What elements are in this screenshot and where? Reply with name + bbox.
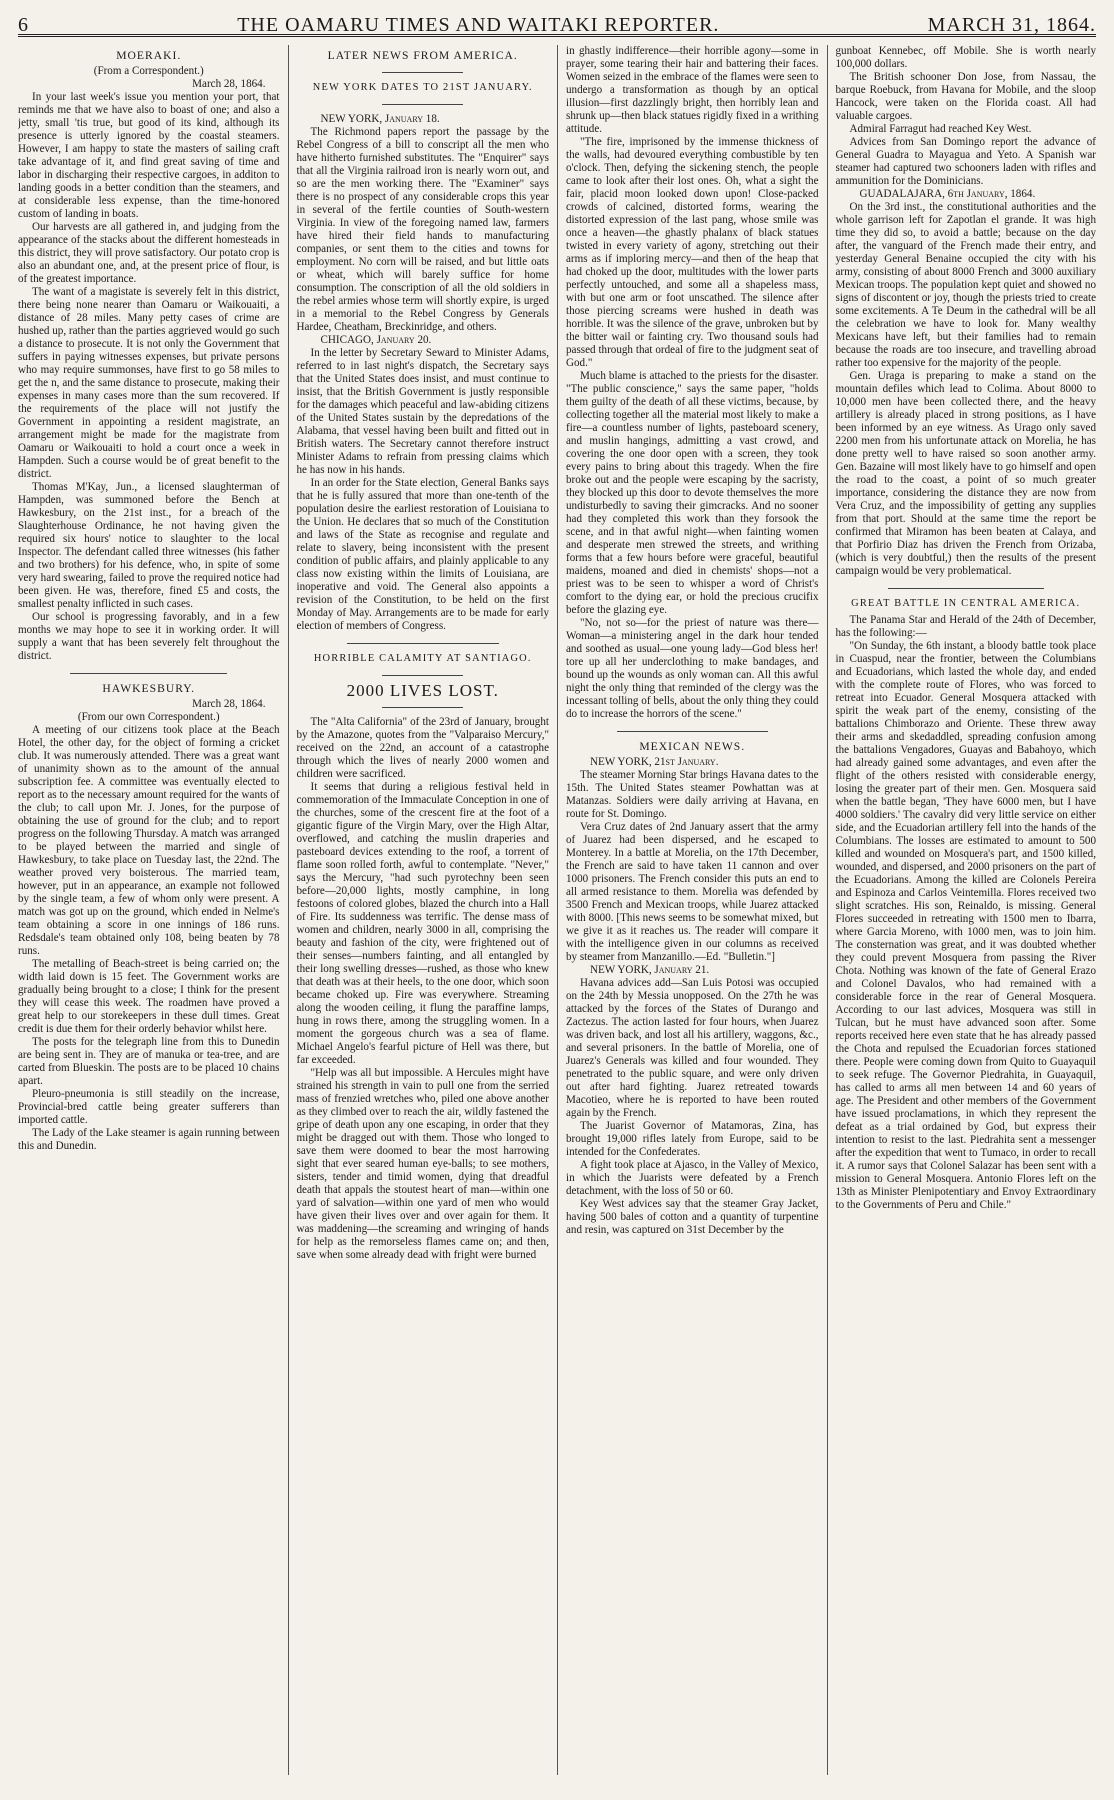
section-divider [382, 707, 463, 708]
mexican-continued: The British schooner Don Jose, from Nassau, the barque Roebuck, from Havana for Mobile, and the sloop Hancock, were taken on the Florida coast. All had valuable cargoes. [835, 71, 1096, 122]
battle-paragraph: "On Sunday, the 6th instant, a bloody battle took place in Cuaspud, near the frontier, between the Columbians and Ecuadorians, which lasted the whole day, and ended with the complete route of Flores, who was forced to retreat into Ecuador. General Mosquera attacked with spirit the weak part of the enemy, consisting of the battalions Chimborazo and Oriente. These threw away their arms and skedaddled, spreading confusion among the battalions Vengadores, Guayas and Babahoyo, which had already gained some advantages, and even after the flight of the others resisted with considerable energy, losing the greater part of their men. Gen. Mosquera said when the battle began, 'They have 6000 men, but I have 4000 soldiers.' The cavalry did very little service on either side, and the Ecuadorian artillery fell into the hands of the Columbians. The losses are estimated to amount to 500 killed and wounded on Mosquera's part, and 1500 killed, wounded, and dispersed, and 2000 prisoners on the part of the Ecuadorians. Among the killed are Colonels Pereira and Espinoza and Carlos Veintemilla. Flores received two slight scratches. His son, Reinaldo, is missing. General Flores succeeded in retreating with 1500 men to Ibarra, where Garcia Moreno, with 1000 men, was to join him. The consternation was great, and it was doubted whether they could prevent Mosquera from passing the River Chota. Nothing was known of the fate of General Erazo and Colonel Davalos, who had remained with a considerable force in the rear of General Mosquera. According to our last advices, Mosquera was still in Tulcan, but he must have advanced soon after. Some reports received here even state that he has already passed the Chota and repulsed the Ecuadorian forces stationed there. People were coming down from Quito to Guayaquil to seek refuge. The Governor Piedrahita, in Guayaquil, has called to arms all men between 14 and 60 years of age. The President and other members of the Government have issued proclamations, in which they represent the defeat as a trial ordained by God, but express their intention to resist to the last. Piedrahita sent a messenger after the expedition that went to Tumaco, in order to recall it. A rumor says that Colonel Salazar has been sent with a mission to General Mosquera. Antonio Flores left on the 13th as Minister Plenipotentiary and Envoy Extraordinary to the Governments of Peru and Chile." [835, 640, 1096, 1211]
moeraki-byline: (From a Correspondent.) [93, 65, 204, 77]
santiago-continued: "No, not so—for the priest of nature was there—Woman—a ministering angel in the dark hour tended and soothed as usual—one young lady—God bless her! tore up all her underclothing to make bandages, and bound up the wounds as only woman can. All this awful night the only thing that reminded of the clergy was the incessant tolling of bells, about the only thing they could do to increase the horrors of the scene." [566, 617, 819, 720]
moeraki-heading: MOERAKI. [116, 49, 182, 62]
columns [18, 45, 1096, 1775]
moeraki-paragraph: The want of a magistate is severely felt in this district, there being none nearer than Oamaru or Waikouaiti, a distance of 28 miles. Many petty cases of crime are hushed up, rather than the parties aggrieved would go such a distance to prosecute. It is not only the Government that suffers in paying witnesses expenses, but private persons who may require summonses, have first to go 58 miles to get the n, and the same distance to prosecute, making their expenses in many cases more than the sum recovered. If the requirements of the place will not justify the Government in appointing a resident magistrate, an arrangement might be made for the magistrate from Oamaru or Waikouaiti to hold a court once a week in Hampden. Such a course would be of great benefit to the district. [18, 286, 280, 480]
mexican-paragraph: Havana advices add—San Luis Potosi was occupied on the 24th by Messia unopposed. On the 27th he was attacked by the forces of the States of Durango and Zactezus. The action lasted for four hours, when Juarez was driven back, and lost all his artillery, waggons, &c., and several prisoners. In the battle of Morelia, one of Juarez's Generals was killed and four wounded. They penetrated to the public square, and were only driven out after hard fighting. Juarez retreated towards Macotieo, where he is reported to have been routed again by the French. [566, 977, 819, 1119]
santiago-continued: "The fire, imprisoned by the immense thickness of the walls, had devoured everything combustible by ten o'clock. Then, defying the sickening stench, the people came to look after their lost ones. Oh, what a sight the fair, placid moon looked down upon! Close-packed crowds of calcined, distorted forms, wearing the distorted expression of the last pang, whose smile was once a heaven—the ghastly phalanx of black statues twisted in every variety of agony, stretching out their arms as if imploring mercy—and then of the heap that had choked up the door, multitudes with the lower parts perfectly untouched, and some all a shapeless mass, with but one arm or foot unscathed. The silence after those piercing screams were hushed in death was horrible. It was the silence of the grave, unbroken but by the bitter wail or fainting cry. Two thousand souls had passed through that ordeal of fire to the judgment seat of God." [566, 136, 819, 369]
section-divider [617, 731, 769, 732]
america-heading: LATER NEWS FROM AMERICA. [327, 49, 518, 62]
hawkesbury-paragraph: The Lady of the Lake steamer is again running between this and Dunedin. [18, 1127, 280, 1152]
hawkesbury-paragraph: The posts for the telegraph line from this to Dunedin are being sent in. They are of manuka or tea-tree, and are carted from Blueskin. The posts are to be placed 10 chains apart. [18, 1036, 280, 1087]
dateline-new-york: NEW YORK, January 18. [320, 113, 440, 125]
santiago-paragraph: It seems that during a religious festival held in commemoration of the Immaculate Conception in one of the churches, some of the crescent fire at the foot of a gigantic figure of the Virgin Mary, over the High Altar, overflowed, and catching the muslin draperies and pasteboard devices extending to the roof, a torrent of flame soon rolled forth, awful to contemplate. "Never," says the Mercury, "had such pyrotechny been seen before—20,000 lights, mostly camphine, in long festoons of colored globes, blazed the church into a Hall of Fire. Its suddenness was terrific. The dense mass of women and children, nearly 3000 in all, comprising the beauty and fashion of the city, were frightened out of their senses—numbers fainting, and all entangled by their long swelling dresses—rushed, as those who knew that death was at their heels, to the one door, which soon became choked up. Fire was everywhere. Streaming along the wooden ceiling, it flung the paraffine lamps, hung in rows there, among the struggling women. In a moment the gorgeous church was a sea of flame. Michael Angelo's fearful picture of Hell was there, but far exceeded. [296, 781, 549, 1066]
america-paragraph: In an order for the State election, General Banks says that he is fully assured that more than one-tenth of the population desire the earliest restoration of Louisiana to the Union. He declares that so much of the Constitution and laws of the State as recognise and regulate and relate to slavery, being inconsistent with the present condition of public affairs, and plainly applicable to any class now existing within the limits of Louisiana, are inoperative and void. The General also appoints a revision of the Constitution, to be held on the first Monday of May. Arrangements are to be made for early election of members of Congress. [296, 477, 549, 632]
hawkesbury-date: March 28, 1864. [192, 698, 266, 710]
america-subheading: NEW YORK DATES TO 21ST JANUARY. [312, 82, 533, 93]
hawkesbury-paragraph: A meeting of our citizens took place at the Beach Hotel, the other day, for the object of forming a cricket club. It was numerously attended. There was a great want of unanimity shown as to the amount of the annual subscription fee. A committee was eventually elected to report as to the necessary amount required for the wants of the club; to call upon Mr. J. Jones, for the purpose of obtaining the use of ground for the club; and to report progress on the following Thursday. A match was arranged to be played between the married and single of Hawkesbury, to take place on Tuesday last, the 22nd. The weather proved very boisterous. The married team, however, put in an appearance, an example not followed by the single team, a few of whom only were present. A match was got up on the ground, which ended in Nelme's team obtaining a score in one innings of 186 runs. Redsdale's team obtained only 108, being beaten by 78 runs. [18, 724, 280, 957]
mexican-paragraph: Key West advices say that the steamer Gray Jacket, having 500 bales of cotton and a quantity of turpentine and resin, was captured on 31st December by the [566, 1198, 819, 1236]
column-2 [288, 45, 558, 1775]
mexican-continued: gunboat Kennebec, off Mobile. She is worth nearly 100,000 dollars. [835, 45, 1096, 70]
america-paragraph: In the letter by Secretary Seward to Minister Adams, referred to in last night's dispatch, the Secretary says that the United States does insist, and must continue to insist, that the British Government is justly responsible for the damages which peaceful and law-abiding citizens of the United States sustain by the depredations of the Alabama, that vessel having been built and fitted out in British waters. The Secretary cannot therefore instruct Minister Adams to refrain from pressing claims which he has now in his hands. [296, 347, 549, 476]
moeraki-paragraph: Our harvests are all gathered in, and judging from the appearance of the stacks about the different homesteads in this district, they will prove satisfactory. Our potato crop is also an abundant one, and, at the present price of flour, is of the greatest importance. [18, 221, 280, 285]
moeraki-paragraph: In your last week's issue you mention your port, that reminds me that we have also to boast of one; and also a jetty, small 'tis true, but good of its kind, although its presence is utterly ignored by the coastal steamers. However, I am happy to state the masters of sailing craft take advantage of it, and find great saving of time and labor in discharging their respective cargoes, in additon to landing goods in a better condition than the steamers, and at considerable less expense, than the time-honored custom of landing in boats. [18, 91, 280, 220]
hawkesbury-byline: (From our own Correspondent.) [77, 711, 220, 723]
guadalajara-paragraph: On the 3rd inst., the constitutional authorities and the whole garrison left for Zapotlan el grande. It was high time they did so, to avoid a battle; because on the day after, the vanguard of the French made their entry, and yesterday General Benaine occupied the city with his army, consisting of about 8000 French and 3000 auxiliary Mexican troops. The population kept quiet and showed no signs of discontent or joy, though the priests tried to create some excitements. A Te Deum in the cathedral will be all the celebration we have to look for. Many wealthy Mexicans have left, but their families had to remain because the roads are too insecure, and travelling abroad rather too expensive for the majority of the people. [835, 201, 1096, 369]
santiago-paragraph: "Help was all but impossible. A Hercules might have strained his strength in vain to pull one from the serried mass of frenzied wretches who, piled one above another as they climbed over to reach the air, wildly fastened the gripe of death upon any one escaping, in order that they might be dragged out with them. Those who longed to save them were doomed to bear the most harrowing sight that ever seared human eye-balls; to see mothers, sisters, tender and timid women, dying that dreadful death that appals the stoutest heart of man—within one yard of salvation—within one yard of men who would have given their lives over and over again for them. It was maddening—the screaming and wringing of hands for help as the remorseless flames came on; and then, save when some already dead with fright were burned [296, 1067, 549, 1261]
masthead [18, 0, 1096, 36]
hawkesbury-paragraph: The metalling of Beach-street is being carried on; the width laid down is 15 feet. The Government works are gradually being brought to a close; I think for the present they will cease this week. The roadmen have proved a great help to our storekeepers in these dull times. Great credit is due them for their orderly behavior whilst here. [18, 958, 280, 1035]
mexican-continued: Admiral Farragut had reached Key West. [849, 123, 1032, 135]
santiago-subheading: 2000 LIVES LOST. [346, 681, 499, 700]
santiago-heading: HORRIBLE CALAMITY AT SANTIAGO. [313, 653, 532, 664]
page-number: 6 [18, 14, 29, 36]
mexican-paragraph: The steamer Morning Star brings Havana dates to the 15th. The United States steamer Powhattan was at Matanzas. Soldiers were daily arriving at Havana, en route for St. Domingo. [566, 769, 819, 820]
santiago-continued: in ghastly indifference—their horrible agony—some in prayer, some tearing their hair and battering their faces. Women seized in the embrace of the flames were seen to undergo a transformation as though by an optical illusion—first dazzlingly bright, then horribly lean and shrunk up—then black statues rigidly fixed in a writhing attitude. [566, 45, 819, 135]
america-paragraph: The Richmond papers report the passage by the Rebel Congress of a bill to conscript all the men who have hitherto furnished substitutes. The "Enquirer" says that all the Virginia railroad iron is nearly worn out, and so are the men working there. The "Examiner" says there is no prospect of any considerable crops this year in several of the fertile counties of South-western Virginia. In view of the foregoing named law, farmers have hired their field hands to manufacturing companies, or sent them to the cities and towns for employment. No corn will be raised, and but little oats or wheat, which will barely suffice for home consumption. The conscription of all the old soldiers in the rebel armies whose term will shortly expire, is urged in a memorial to the Rebel Congress by Generals Hardee, Cheatham, Breckinridge, and others. [296, 126, 549, 333]
section-divider [888, 588, 1044, 589]
dateline-new-york: NEW YORK, 21st January. [590, 756, 719, 768]
newspaper-title: THE OAMARU TIMES AND WAITAKI REPORTER. [237, 14, 720, 36]
moeraki-paragraph: Thomas M'Kay, Jun., a licensed slaughterman of Hampden, was summoned before the Bench at Hawkesbury, on the 21st inst., for a breach of the Slaughterhouse Ordinance, he not having given the required six hours' notice to slaughter to the local Inspector. The defendant called three witnesses (his father and two brothers) for his defence, who, in spite of some very hard swearing, failed to prove the required notice had been given. He was, therefore, fined £5 and costs, the smallest penalty inflicted in such cases. [18, 481, 280, 610]
hawkesbury-heading: HAWKESBURY. [102, 682, 196, 695]
mexican-paragraph: Vera Cruz dates of 2nd January assert that the army of Juarez had been dispersed, and he escaped to Monterey. In a battle at Morelia, on the 17th December, the French are said to have taken 11 cannon and over 1000 prisoners. The French consider this puts an end to all armed resistance to them. Morelia was defended by 3500 French and Mexican troops, while Juarez attacked with 8000. [This news seems to be somewhat mixed, but we give it as it reaches us. The reader will compare it with the intelligence given in our columns as received by steamer from Manzanillo.—Ed. "Bulletin."] [566, 821, 819, 963]
column-1 [18, 45, 288, 1775]
column-4 [827, 45, 1097, 1775]
column-3 [557, 45, 827, 1775]
dateline-chicago: CHICAGO, January 20. [320, 334, 432, 346]
santiago-paragraph: The "Alta California" of the 23rd of January, brought by the Amazone, quotes from the "Valparaiso Mercury," received on the 22nd, an account of a catastrophe through which the lives of nearly 2000 women and children were sacrificed. [296, 716, 549, 780]
mexican-heading: MEXICAN NEWS. [639, 740, 746, 753]
section-divider [382, 72, 463, 73]
mexican-continued: Advices from San Domingo report the advance of General Guadra to Mayagua and Yeto. A Spanish war steamer had captured two schooners laden with rifles and ammunition for the Dominicians. [835, 136, 1096, 187]
section-divider [70, 673, 227, 674]
moeraki-paragraph: Our school is progressing favorably, and in a few months we may hope to see it in working order. It will supply a want that has been severely felt throughout the district. [18, 611, 280, 662]
santiago-continued: Much blame is attached to the priests for the disaster. "The public conscience," says the same paper, "holds them guilty of the death of all these victims, because, by collecting together all the material most likely to make a fire—a countless number of lights, pasteboard scenery, and muslin hangings, admitting a vast crowd, and covering the one door open with a screen, they took every pains to bring about this tragedy. When the fire broke out and the people were escaping by the sacristy, they blocked up this door to devote themselves the more undisturbedly to saving their gimcracks. And no sooner had they completed this work than they forsook the scene, and in that awful night—when fainting women and desperate men strewed the streets, and writhing forms that a few hours before were graceful, beautiful maidens, moaned and died in chemists' shops—not a priest was to be seen to whisper a word of Christ's comfort to the dying ear, or hold the precious crucifix before the glazing eye. [566, 370, 819, 616]
dateline-new-york: NEW YORK, January 21. [590, 964, 710, 976]
battle-paragraph: The Panama Star and Herald of the 24th of December, has the following:— [835, 614, 1096, 639]
section-divider [382, 104, 463, 105]
moeraki-date: March 28, 1864. [192, 78, 266, 90]
mexican-paragraph: The Juarist Governor of Matamoras, Zina, has brought 19,000 rifles lately from Europe, said to be intended for the Confederates. [566, 1120, 819, 1158]
section-divider [347, 643, 499, 644]
battle-heading: GREAT BATTLE IN CENTRAL AMERICA. [851, 598, 1081, 609]
hawkesbury-paragraph: Pleuro-pneumonia is still steadily on the increase, Provincial-bred cattle being greater sufferers than imported cattle. [18, 1088, 280, 1126]
guadalajara-paragraph: Gen. Uraga is preparing to make a stand on the mountain defiles which lead to Colima. About 8000 to 10,000 men have been collected there, and the heavy artillery is already placed in strong positions, as I have been informed by an eye witness. As Urago only saved 2200 men from his unfortunate attack on Morelia, he has done pretty well to have raised so soon another army. Gen. Bazaine will most likely have to go himself and open the road to the coast, a point of so much greater importance, considering the distance they are now from Vera Cruz, and the impossibility of getting any supplies from that port. Should at the same time the report be confirmed that Miramon has been beaten at Calaya, and that Porfirio Diaz has driven the French from Orizaba, (which is very doubtful,) then the results of the present campaign would be very problematical. [835, 370, 1096, 577]
issue-date: MARCH 31, 1864. [927, 14, 1096, 36]
section-divider [382, 675, 463, 676]
dateline-guadalajara: GUADALAJARA, 6th January, 1864. [859, 188, 1036, 200]
mexican-paragraph: A fight took place at Ajasco, in the Valley of Mexico, in which the Juarists were defeated by a French detachment, with the loss of 50 or 60. [566, 1159, 819, 1197]
